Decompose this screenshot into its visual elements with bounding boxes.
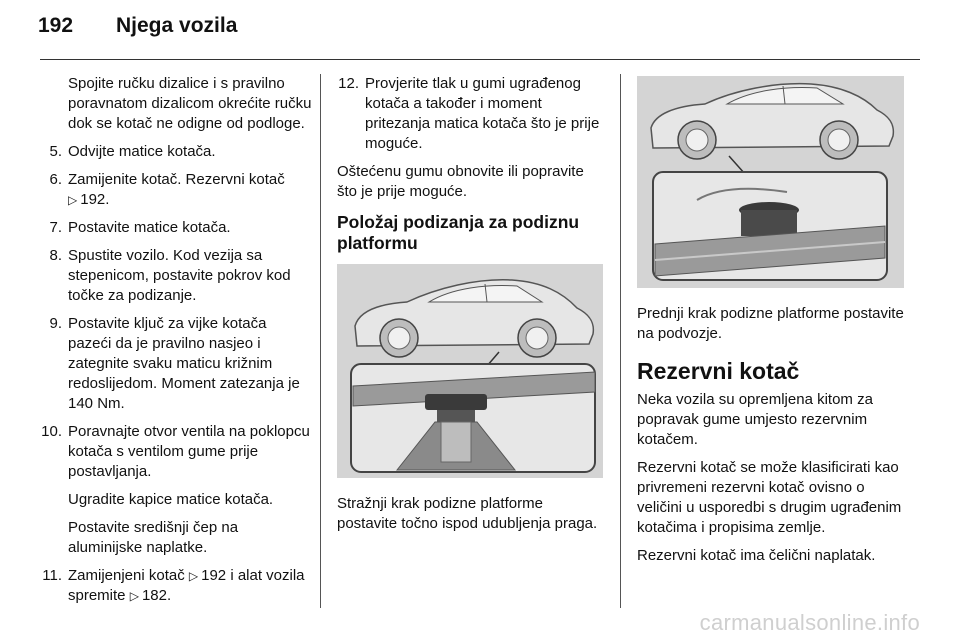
step-number: 5. xyxy=(49,143,62,160)
list-item xyxy=(40,314,312,414)
step-text: Zamijenite kotač. Rezervni kotač xyxy=(68,171,285,188)
intro-paragraph: Spojite ručku dizalice i s pravilno poravnatom dizalicom okrećite ručku dok se kotač ne odigne od podloge. xyxy=(68,75,312,132)
figure-caption: Stražnji krak podizne platforme postavite točno ispod udubljenja praga. xyxy=(337,495,598,532)
column-1 xyxy=(40,74,312,614)
column-3 xyxy=(637,74,904,574)
step-number: 10. xyxy=(41,423,62,440)
column-divider xyxy=(620,74,621,608)
page-number: 192 xyxy=(38,14,74,37)
step-number: 8. xyxy=(49,247,62,264)
list-item xyxy=(40,566,312,606)
paragraph: Rezervni kotač ima čelični naplatak. xyxy=(637,547,876,564)
step-number: 12. xyxy=(338,75,359,92)
column-divider xyxy=(320,74,321,608)
header-rule xyxy=(40,59,920,60)
rear-lift-point-illustration xyxy=(337,264,603,478)
page-reference-link[interactable]: 192. xyxy=(80,191,110,208)
step-number: 7. xyxy=(49,219,62,236)
watermark: carmanualsonline.info xyxy=(699,610,920,635)
step-note: Ugradite kapice matice kotača. xyxy=(68,491,274,508)
section-heading: Rezervni kotač xyxy=(637,358,800,384)
step-text: Spustite vozilo. Kod vezija sa stepenicom, postavite pokrov kod točke za podizanje. xyxy=(68,247,291,304)
list-item xyxy=(40,142,312,162)
section-heading: Položaj podizanja za podiznu platformu xyxy=(337,212,580,253)
page-header xyxy=(0,0,960,62)
list-item xyxy=(40,170,312,210)
front-lift-point-illustration xyxy=(637,76,904,288)
step-text: Postavite ključ za vijke kotača pazeći da je pravilno nasjeo i zategnite svaku maticu križnim redoslijedom. Moment zatezanja je 140 Nm. xyxy=(68,315,300,412)
reference-arrow-icon: ▷ xyxy=(188,569,199,583)
page-reference-link[interactable]: 192 i alat vozila spremite xyxy=(68,567,305,604)
reference-arrow-icon: ▷ xyxy=(68,193,78,207)
step-number: 11. xyxy=(42,567,62,584)
step-note: Postavite središnji čep na aluminijske naplatke. xyxy=(68,519,239,556)
reference-arrow-icon: ▷ xyxy=(129,589,139,603)
step-text: Poravnajte otvor ventila na poklopcu kotača s ventilom gume prije postavljanja. xyxy=(68,423,310,480)
step-text: Postavite matice kotača. xyxy=(68,219,231,236)
column-2 xyxy=(337,74,605,542)
list-item xyxy=(40,246,312,306)
step-text: Odvijte matice kotača. xyxy=(68,143,216,160)
paragraph: Neka vozila su opremljena kitom za popravak gume umjesto rezervnim kotačem. xyxy=(637,391,873,448)
list-item xyxy=(40,218,312,238)
figure-caption: Prednji krak podizne platforme postavite na podvozje. xyxy=(637,305,904,342)
list-item xyxy=(337,74,605,154)
step-number: 6. xyxy=(49,171,62,188)
step-text: Provjerite tlak u gumi ugrađenog kotača a također i moment pritezanja matica kotača što je prije moguće. xyxy=(365,75,600,152)
paragraph: Oštećenu gumu obnovite ili popravite što je prije moguće. xyxy=(337,163,584,200)
page-title: Njega vozila xyxy=(116,14,238,37)
step-text: Zamijenjeni kotač xyxy=(68,567,185,584)
step-number: 9. xyxy=(49,315,62,332)
page-reference-link[interactable]: 182. xyxy=(141,587,172,604)
paragraph: Rezervni kotač se može klasificirati kao privremeni rezervni kotač ovisno o veličini u usporedbi s drugim ugrađenim kotačima i propisima zemlje. xyxy=(637,459,902,536)
list-item xyxy=(40,422,312,482)
